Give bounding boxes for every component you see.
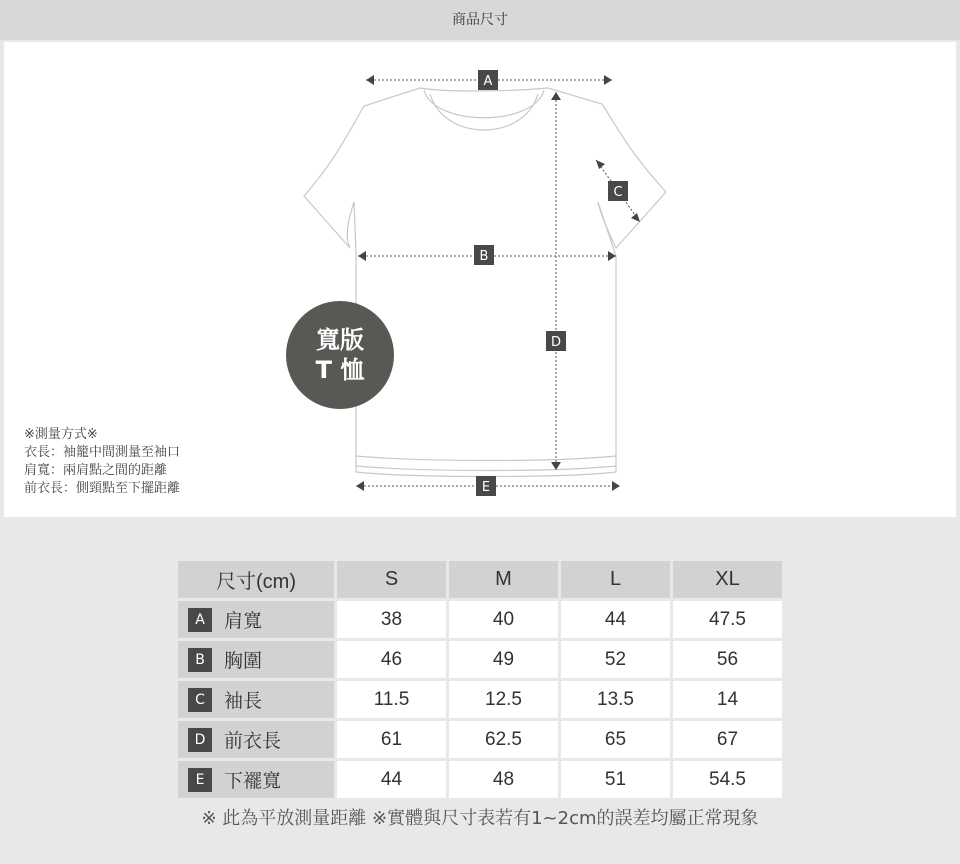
footnote: ※ 此為平放測量距離 ※實體與尺寸表若有1~2cm的誤差均屬正常現象 [201,808,759,829]
table-cell: 67 [673,721,782,758]
table-header-row [178,561,782,598]
style-badge [286,301,394,409]
table-cell: 44 [561,601,670,638]
table-cell: 47.5 [673,601,782,638]
table-cell: 48 [449,761,558,798]
row-letter: D [188,728,212,752]
size-col-s: S [337,561,446,598]
size-col-xl: XL [673,561,782,598]
table-cell: 65 [561,721,670,758]
header-title: 商品尺寸 [452,12,508,28]
row-letter: E [188,768,212,792]
measure-c [596,160,640,222]
tshirt-outline [304,88,666,477]
note-line: 衣長：袖籠中間測量至袖口 [24,445,181,460]
table-row [178,721,782,758]
measure-d [546,92,566,470]
label-d: D [550,335,562,350]
table-cell: 62.5 [449,721,558,758]
measure-a [366,70,612,90]
row-letter: A [188,608,212,632]
table-cell: 13.5 [561,681,670,718]
size-header-label: 尺寸(cm) [178,561,334,598]
row-label [178,761,334,798]
table-cell: 52 [561,641,670,678]
row-name: 肩寬 [224,611,263,632]
table-cell: 40 [449,601,558,638]
badge-line1: 寬版 [316,326,364,354]
table-row [178,761,782,798]
table-cell: 56 [673,641,782,678]
table-cell: 12.5 [449,681,558,718]
note-line: 前衣長：側頸點至下擺距離 [24,481,181,496]
table-cell: 49 [449,641,558,678]
table-cell: 38 [337,601,446,638]
row-label [178,721,334,758]
row-letter: C [188,688,212,712]
note-title: ※測量方式※ [24,427,98,442]
table-row [178,641,782,678]
table-cell: 61 [337,721,446,758]
measure-b [358,245,616,265]
label-c: C [613,185,623,200]
badge-line2: T 恤 [315,356,365,384]
row-name: 下襬寬 [224,771,282,792]
table-cell: 54.5 [673,761,782,798]
row-name: 胸圍 [224,651,263,672]
note-line: 肩寬：兩肩點之間的距離 [24,463,168,478]
table-cell: 46 [337,641,446,678]
row-name: 袖長 [224,691,263,712]
size-col-m: M [449,561,558,598]
table-row [178,681,782,718]
table-cell: 51 [561,761,670,798]
label-a: A [483,74,493,89]
page-header [0,0,960,40]
table-cell: 14 [673,681,782,718]
row-label [178,601,334,638]
row-label [178,681,334,718]
table-row [178,601,782,638]
table-cell: 44 [337,761,446,798]
label-b: B [479,249,489,264]
table-cell: 11.5 [337,681,446,718]
size-col-l: L [561,561,670,598]
row-name: 前衣長 [224,731,282,752]
measurement-notes [24,426,180,498]
label-e: E [481,480,491,495]
size-table [175,558,785,801]
tshirt-diagram-panel [4,42,956,517]
measure-e [356,476,620,496]
row-letter: B [188,648,212,672]
row-label [178,641,334,678]
